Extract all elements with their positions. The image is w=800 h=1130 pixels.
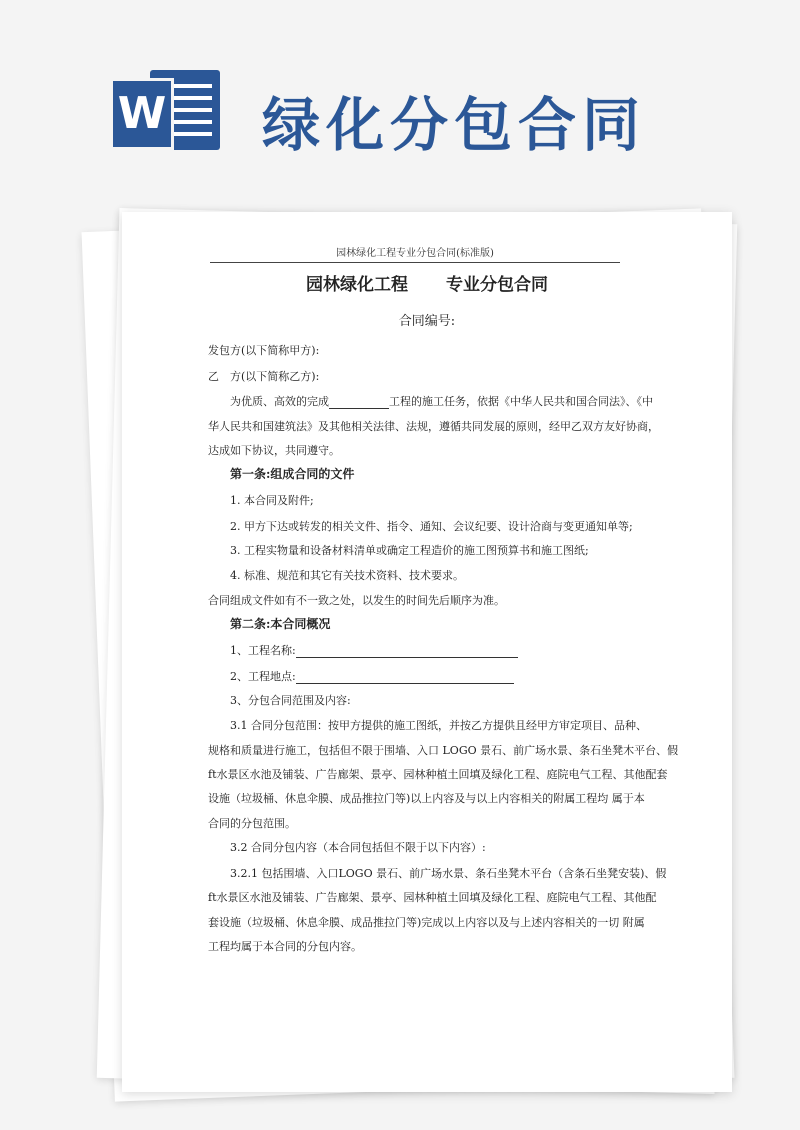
word-badge: W [110,78,174,150]
content-line: 3.2.1 包括围墙、入口LOGO 景石、前广场水景、条石坐凳木平台（含条石坐凳安装)、假 [230,867,667,880]
contract-number: 合同编号: [398,314,456,329]
banner-title: 绿化分包合同 [262,91,647,159]
document-title [122,270,732,295]
list-item: 4. 标准、规范和其它有关技术资料、技术要求。 [230,569,464,582]
content-line: 套设施（垃圾桶、休息伞膜、成品推拉门等)完成以上内容以及与上述内容相关的一切 附属 [208,916,645,929]
intro-line: 达成如下协议，共同遵守。 [208,444,340,457]
scope-line: 3.1 合同分包范围：按甲方提供的施工图纸，并按乙方提供且经甲方审定项目、品种、 [230,719,647,732]
scope-line: 规格和质量进行施工，包括但不限于围墙、入口 LOGO 景石、前广场水景、条石坐凳木平台、假 [208,744,679,757]
scope-line: 设施（垃圾桶、休息伞膜、成品推拉门等)以上内容及与以上内容相关的附属工程均 属于本 [208,792,645,805]
content-line: 工程均属于本合同的分包内容。 [208,940,362,953]
word-icon [110,70,220,150]
running-head: 园林绿化工程专业分包合同(标准版) [210,244,620,263]
list-item: 3. 工程实物量和设备材料清单或确定工程造价的施工图预算书和施工图纸; [230,544,589,557]
scope-line: ft水景区水池及铺装、广告廊架、景亭、园林种植土回填及绿化工程、庭院电气工程、其他配套 [208,768,668,781]
party-b: 乙 方(以下简称乙方): [208,370,320,383]
header-banner [0,0,800,200]
content-line: ft水景区水池及铺装、广告廊架、景亭、园林种植土回填及绿化工程、庭院电气工程、其他配 [208,891,657,904]
project-site: 2、工程地点: [230,668,514,684]
title-right: 专业分包合同 [446,275,548,295]
content-title: 3.2 合同分包内容（本合同包括但不限于以下内容）: [230,841,486,854]
article2-title: 第二条:本合同概况 [230,617,331,631]
list-item: 2. 甲方下达或转发的相关文件、指令、通知、会议纪要、设计洽商与变更通知单等; [230,520,633,533]
intro-line: 为优质、高效的完成 工程的施工任务，依据《中华人民共和国合同法》、《中 [230,395,653,408]
intro-line: 华人民共和国建筑法》及其他相关法律、法规，遵循共同发展的原则，经甲乙双方友好协商， [208,420,659,433]
document-page [122,212,732,1092]
article1-title: 第一条:组成合同的文件 [230,467,355,481]
article1-note: 合同组成文件如有不一致之处，以发生的时间先后顺序为准。 [208,594,505,607]
project-name: 1、工程名称: [230,642,518,658]
list-item: 1. 本合同及附件; [230,494,314,507]
title-left: 园林绿化工程 [306,275,408,295]
scope-title: 3、分包合同范围及内容: [230,694,351,707]
scope-line: 合同的分包范围。 [208,817,296,830]
party-a: 发包方(以下简称甲方): [208,344,320,357]
